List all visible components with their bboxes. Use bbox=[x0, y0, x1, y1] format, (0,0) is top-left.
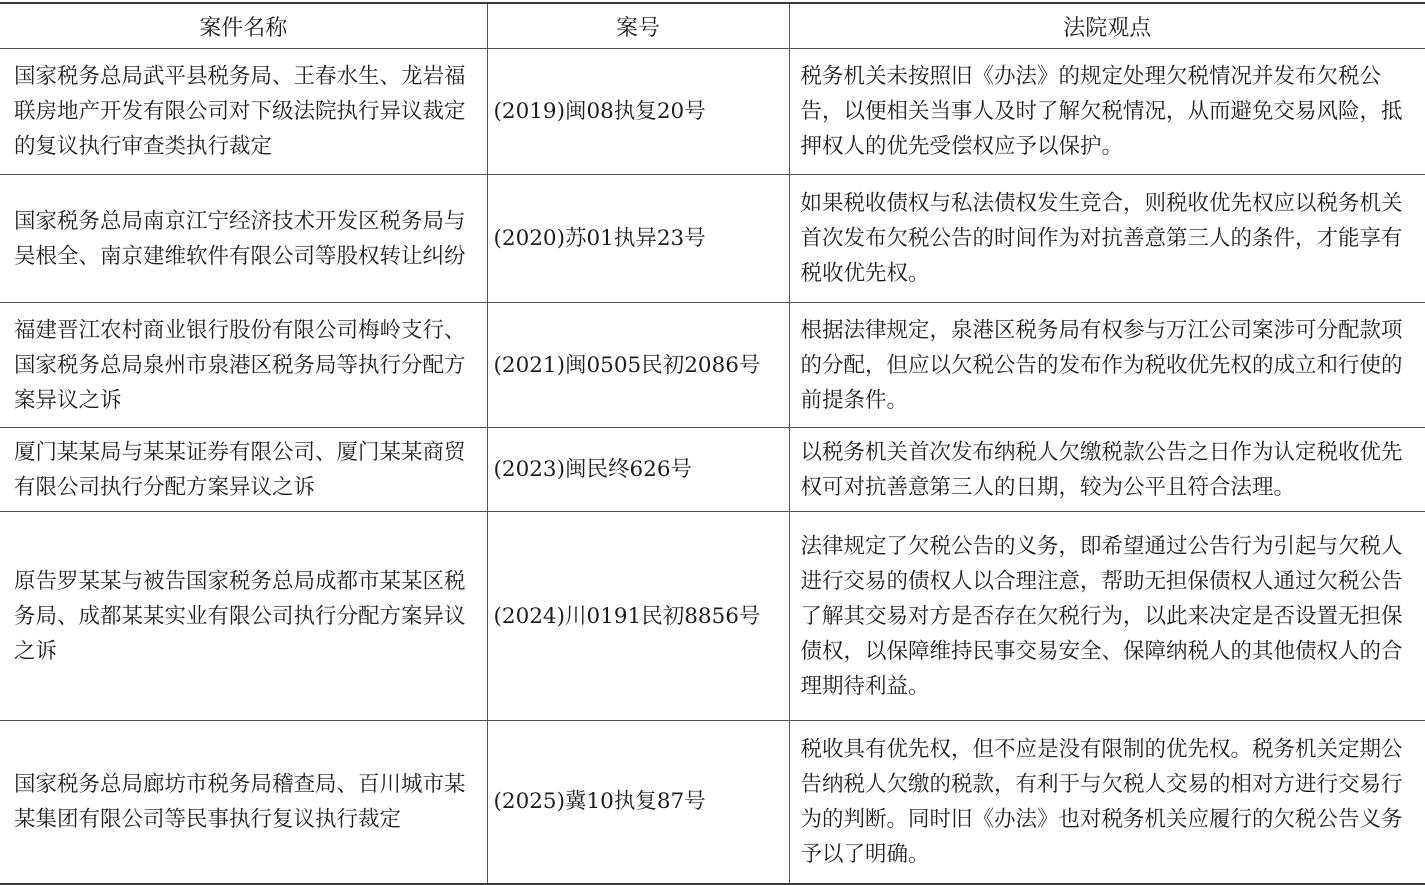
table-row bbox=[0, 175, 1425, 303]
case-name-cell: 福建晋江农村商业银行股份有限公司梅岭支行、国家税务总局泉州市泉港区税务局等执行分配方案异议之诉 bbox=[0, 303, 487, 428]
court-view-cell: 税务机关未按照旧《办法》的规定处理欠税情况并发布欠税公告，以便相关当事人及时了解欠税情况，从而避免交易风险，抵押权人的优先受偿权应予以保护。 bbox=[789, 49, 1425, 175]
case-name-cell: 国家税务总局武平县税务局、王春水生、龙岩福联房地产开发有限公司对下级法院执行异议裁定的复议执行审查类执行裁定 bbox=[0, 49, 487, 175]
table-row bbox=[0, 721, 1425, 884]
table-row bbox=[0, 303, 1425, 428]
header-case-number: 案号 bbox=[487, 3, 789, 49]
header-court-view: 法院观点 bbox=[789, 3, 1425, 49]
case-number-cell: (2019)闽08执复20号 bbox=[487, 49, 789, 175]
court-view-cell: 法律规定了欠税公告的义务，即希望通过公告行为引起与欠税人进行交易的债权人以合理注意，帮助无担保债权人通过欠税公告了解其交易对方是否存在欠税行为，以此来决定是否设置无担保债权，以保障维持民事交易安全、保障纳税人的其他债权人的合理期待利益。 bbox=[789, 512, 1425, 721]
header-row bbox=[0, 3, 1425, 49]
header-case-name: 案件名称 bbox=[0, 3, 487, 49]
court-view-cell: 根据法律规定，泉港区税务局有权参与万江公司案涉可分配款项的分配，但应以欠税公告的发布作为税收优先权的成立和行使的前提条件。 bbox=[789, 303, 1425, 428]
case-name-cell: 厦门某某局与某某证券有限公司、厦门某某商贸有限公司执行分配方案异议之诉 bbox=[0, 428, 487, 512]
court-view-cell: 以税务机关首次发布纳税人欠缴税款公告之日作为认定税收优先权可对抗善意第三人的日期，较为公平且符合法理。 bbox=[789, 428, 1425, 512]
table-row bbox=[0, 512, 1425, 721]
case-number-cell: (2020)苏01执异23号 bbox=[487, 175, 789, 303]
case-table bbox=[0, 2, 1425, 885]
case-name-cell: 国家税务总局南京江宁经济技术开发区税务局与吴根全、南京建维软件有限公司等股权转让纠纷 bbox=[0, 175, 487, 303]
case-name-cell: 原告罗某某与被告国家税务总局成都市某某区税务局、成都某某实业有限公司执行分配方案异议之诉 bbox=[0, 512, 487, 721]
table-row bbox=[0, 49, 1425, 175]
table-row bbox=[0, 428, 1425, 512]
case-number-cell: (2024)川0191民初8856号 bbox=[487, 512, 789, 721]
case-number-cell: (2025)冀10执复87号 bbox=[487, 721, 789, 884]
table-body bbox=[0, 49, 1425, 884]
table-header bbox=[0, 3, 1425, 49]
case-number-cell: (2021)闽0505民初2086号 bbox=[487, 303, 789, 428]
court-view-cell: 如果税收债权与私法债权发生竞合，则税收优先权应以税务机关首次发布欠税公告的时间作为对抗善意第三人的条件，才能享有税收优先权。 bbox=[789, 175, 1425, 303]
case-number-cell: (2023)闽民终626号 bbox=[487, 428, 789, 512]
case-name-cell: 国家税务总局廊坊市税务局稽查局、百川城市某某集团有限公司等民事执行复议执行裁定 bbox=[0, 721, 487, 884]
court-view-cell: 税收具有优先权，但不应是没有限制的优先权。税务机关定期公告纳税人欠缴的税款，有利于与欠税人交易的相对方进行交易行为的判断。同时旧《办法》也对税务机关应履行的欠税公告义务予以了明确。 bbox=[789, 721, 1425, 884]
